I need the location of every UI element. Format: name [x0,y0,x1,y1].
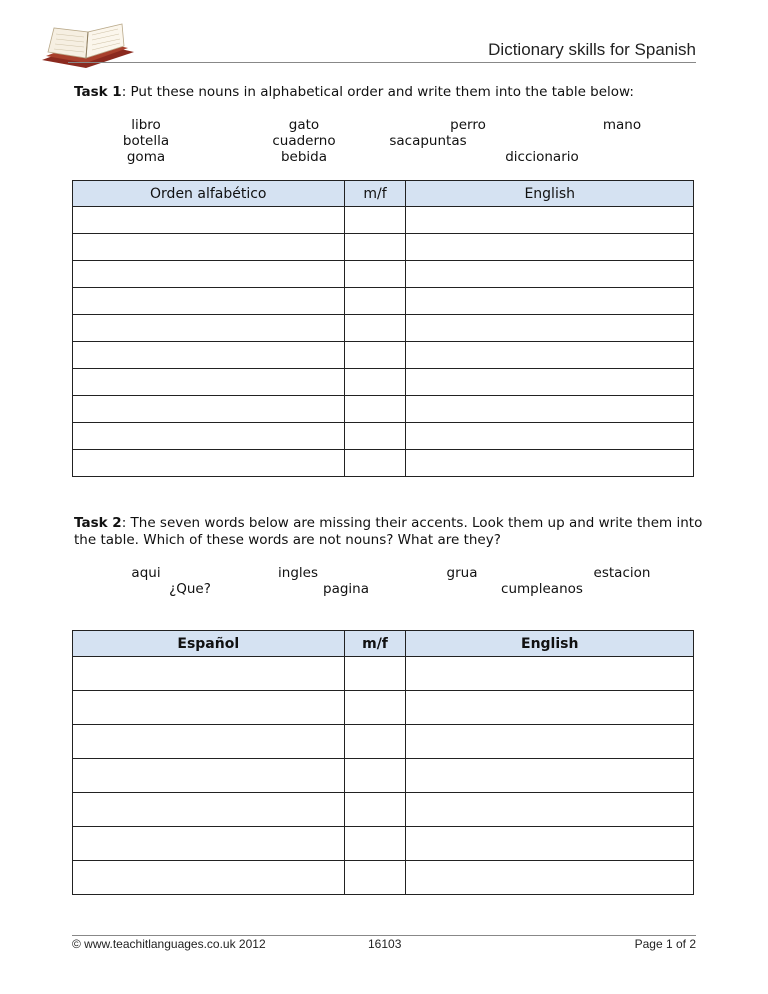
answer-cell-gender[interactable] [344,207,406,234]
task2-table [72,630,694,895]
answer-cell-gender[interactable] [344,759,406,793]
answer-cell-english[interactable] [406,725,694,759]
answer-cell-english[interactable] [406,861,694,895]
answer-cell-english[interactable] [406,234,694,261]
column-header-english: English [406,181,694,207]
task2-text: : The seven words below are missing their accents. Look them up and write them into the table. Which of these words are not nouns? What are they? [74,515,703,548]
answer-cell-word[interactable] [73,657,345,691]
answer-cell-word[interactable] [73,396,345,423]
table-row [73,793,694,827]
answer-cell-word[interactable] [73,725,345,759]
table-row [73,396,694,423]
task2-instruction [74,515,704,549]
answer-cell-word[interactable] [73,207,345,234]
answer-cell-english[interactable] [406,827,694,861]
answer-cell-word[interactable] [73,861,345,895]
column-header-gender: m/f [344,631,406,657]
column-header-gender: m/f [344,181,406,207]
answer-cell-gender[interactable] [344,288,406,315]
answer-cell-english[interactable] [406,315,694,342]
table-row [73,315,694,342]
task2-label: Task 2 [74,515,122,531]
answer-cell-gender[interactable] [344,369,406,396]
table-row [73,207,694,234]
answer-cell-gender[interactable] [344,657,406,691]
task1-word: goma [126,149,166,165]
answer-cell-gender[interactable] [344,261,406,288]
table-row [73,759,694,793]
task1-word: perro [450,117,486,133]
answer-cell-word[interactable] [73,234,345,261]
answer-cell-gender[interactable] [344,342,406,369]
task2-word: pagina [323,581,369,597]
answer-cell-english[interactable] [406,423,694,450]
answer-cell-gender[interactable] [344,315,406,342]
answer-cell-word[interactable] [73,261,345,288]
footer-code: 16103 [368,937,402,951]
answer-cell-word[interactable] [73,759,345,793]
table-row [73,234,694,261]
task1-word: sacapuntas [389,133,467,149]
page-title: Dictionary skills for Spanish [488,40,696,59]
answer-cell-word[interactable] [73,423,345,450]
answer-cell-word[interactable] [73,288,345,315]
footer-page-number: Page 1 of 2 [634,937,696,951]
answer-cell-gender[interactable] [344,691,406,725]
table-row [73,657,694,691]
answer-cell-word[interactable] [73,450,345,477]
answer-cell-word[interactable] [73,793,345,827]
column-header-english: English [406,631,694,657]
task2-word: cumpleanos [501,581,583,597]
answer-cell-gender[interactable] [344,861,406,895]
answer-cell-english[interactable] [406,759,694,793]
table-row [73,369,694,396]
task2-word: estacion [593,565,651,581]
task2-word: grua [446,565,478,581]
answer-cell-english[interactable] [406,207,694,234]
task1-instruction [74,84,704,101]
table-row [73,725,694,759]
task1-word: gato [288,117,320,133]
answer-cell-gender[interactable] [344,423,406,450]
answer-cell-word[interactable] [73,342,345,369]
table-row [73,827,694,861]
answer-cell-word[interactable] [73,315,345,342]
answer-cell-english[interactable] [406,369,694,396]
task1-word: mano [602,117,642,133]
answer-cell-gender[interactable] [344,396,406,423]
task2-word: ingles [278,565,318,581]
task1-word: bebida [280,149,328,165]
answer-cell-english[interactable] [406,450,694,477]
task1-word: botella [122,133,170,149]
answer-cell-english[interactable] [406,261,694,288]
task1-word: libro [131,117,161,133]
answer-cell-gender[interactable] [344,827,406,861]
table-row [73,342,694,369]
task1-label: Task 1 [74,84,122,100]
answer-cell-word[interactable] [73,827,345,861]
task1-word: diccionario [505,149,579,165]
answer-cell-word[interactable] [73,691,345,725]
task1-word: cuaderno [272,133,336,149]
table-row [73,288,694,315]
answer-cell-gender[interactable] [344,725,406,759]
book-logo-icon [38,22,138,74]
answer-cell-english[interactable] [406,288,694,315]
answer-cell-english[interactable] [406,342,694,369]
answer-cell-english[interactable] [406,396,694,423]
footer-copyright: © www.teachitlanguages.co.uk 2012 [72,937,266,951]
answer-cell-gender[interactable] [344,793,406,827]
table-row [73,450,694,477]
task1-table [72,180,694,477]
table-row [73,261,694,288]
answer-cell-english[interactable] [406,691,694,725]
task2-word: aqui [131,565,161,581]
table-row [73,861,694,895]
answer-cell-english[interactable] [406,657,694,691]
answer-cell-gender[interactable] [344,450,406,477]
answer-cell-english[interactable] [406,793,694,827]
table-row [73,423,694,450]
table-row [73,691,694,725]
task1-text: : Put these nouns in alphabetical order and write them into the table below: [121,84,634,100]
answer-cell-gender[interactable] [344,234,406,261]
task2-word: ¿Que? [169,581,211,597]
column-header-alphabetical: Orden alfabético [73,181,345,207]
column-header-spanish: Español [73,631,345,657]
header-divider [68,62,696,63]
footer-divider [72,935,696,936]
answer-cell-word[interactable] [73,369,345,396]
